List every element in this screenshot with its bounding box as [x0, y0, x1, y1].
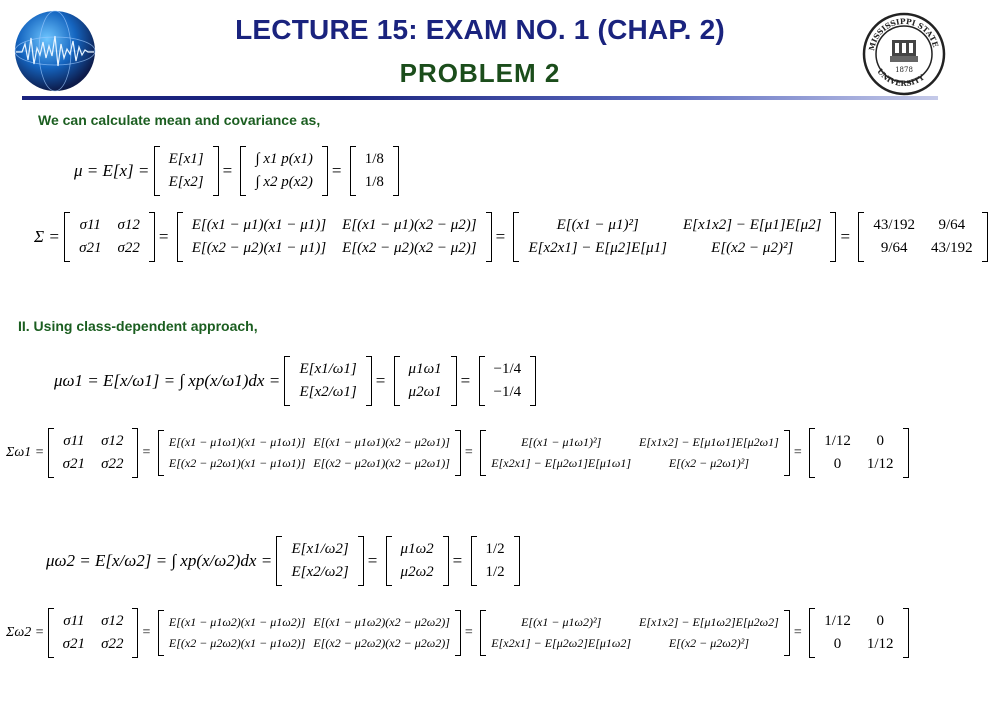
matrix-cell: E[x1x2] − E[μ1]E[μ2] [682, 217, 822, 233]
matrix-cell: E[(x1 − μ1)(x2 − μ2)] [342, 217, 477, 233]
matrix-cell: 1/12 [824, 433, 851, 449]
matrix-cell: 0 [833, 636, 842, 652]
matrix-cell: E[(x2 − μ2)²] [711, 240, 794, 256]
equation-mean-class2: μω2 = E[x/ω2] = ∫ xp(x/ω2)dx = E[x1/ω2] E[x2/ω2] = μ1ω2 μ2ω2 = 1/2 1/2 [46, 536, 520, 586]
svg-text:1878: 1878 [895, 66, 913, 74]
matrix-cell: 1/8 [364, 174, 384, 190]
matrix-cell: 1/12 [824, 613, 851, 629]
matrix-cell: 1/12 [866, 636, 894, 652]
matrix-cell: σ11 [63, 613, 85, 629]
matrix-cell: E[(x1 − μ1ω2)(x2 − μ2ω2)] [313, 615, 450, 629]
matrix-cell: E[x2/ω2] [291, 564, 349, 580]
equation-lhs: μω1 = E[x/ω1] = ∫ xp(x/ω1)dx = [54, 371, 281, 390]
matrix [809, 428, 908, 478]
matrix-cell: E[(x1 − μ1)²] [556, 217, 639, 233]
page-title: LECTURE 15: EXAM NO. 1 (CHAP. 2) [235, 14, 725, 45]
matrix-cell: E[(x2 − μ2ω1)(x2 − μ2ω1)] [313, 456, 450, 470]
matrix-cell: E[(x2 − μ2ω2)²] [668, 636, 750, 650]
matrix-cell: E[x2x1] − E[μ2ω2]E[μ1ω2] [491, 636, 632, 650]
matrix-cell: E[(x1 − μ1)(x1 − μ1)] [191, 217, 327, 233]
equation-lhs: Σω1 = [6, 445, 45, 460]
matrix-cell: E[(x1 − μ1ω2)²] [521, 615, 602, 629]
matrix-cell: σ21 [62, 456, 86, 472]
matrix [386, 536, 449, 586]
matrix-cell: E[x2/ω1] [299, 384, 357, 400]
matrix-cell: σ11 [79, 217, 101, 233]
matrix-cell: 1/12 [866, 456, 894, 472]
matrix [158, 430, 461, 476]
matrix-cell: σ12 [101, 433, 124, 449]
matrix-cell: E[(x1 − μ1ω1)(x1 − μ1ω1)] [168, 435, 306, 449]
matrix-cell: σ22 [117, 240, 140, 256]
matrix-cell: 9/64 [938, 217, 966, 233]
matrix [394, 356, 457, 406]
matrix-cell: E[x1x2] − E[μ1ω1]E[μ2ω1] [639, 435, 779, 449]
section-note: II. Using class-dependent approach, [18, 318, 258, 334]
matrix-cell: σ22 [101, 456, 124, 472]
matrix-cell: E[(x2 − μ2ω1)²] [668, 456, 750, 470]
svg-text:UNIVERSITY: UNIVERSITY [875, 66, 926, 89]
matrix-cell: 0 [833, 456, 842, 472]
matrix-cell: E[x1] [168, 151, 204, 167]
matrix-cell: μ2ω2 [400, 564, 434, 580]
matrix-cell: 1/8 [364, 151, 384, 167]
equation-mean-class1: μω1 = E[x/ω1] = ∫ xp(x/ω1)dx = E[x1/ω1] E[x2/ω1] = μ1ω1 μ2ω1 = −1/4 −1/4 [54, 356, 536, 406]
equation-lhs: μω2 = E[x/ω2] = ∫ xp(x/ω2)dx = [46, 551, 273, 570]
matrix-cell: E[x1x2] − E[μ1ω2]E[μ2ω2] [639, 615, 779, 629]
matrix-cell: E[(x2 − μ2)(x2 − μ2)] [342, 240, 477, 256]
matrix-cell: ∫ x1 p(x1) [255, 151, 313, 167]
matrix [809, 608, 908, 658]
matrix-cell: σ11 [63, 433, 85, 449]
matrix-cell: 43/192 [873, 217, 915, 233]
matrix-cell: 9/64 [880, 240, 908, 256]
matrix-cell: 0 [876, 613, 884, 629]
matrix-cell: μ1ω1 [408, 361, 442, 377]
matrix-cell: σ12 [117, 217, 140, 233]
matrix-cell: E[(x1 − μ1ω1)(x2 − μ2ω1)] [313, 435, 450, 449]
matrix-cell: E[x1/ω2] [291, 541, 349, 557]
matrix-cell: 0 [876, 433, 884, 449]
matrix-cell: ∫ x2 p(x2) [255, 174, 313, 190]
matrix [177, 212, 492, 262]
matrix-cell: E[(x2 − μ2)(x1 − μ1)] [191, 240, 327, 256]
equation-covariance: Σ = σ11 σ12 σ21 σ22 = E[(x1 − μ1)(x1 − μ1)] E[(x1 − μ1)(x2 − μ2)] E[(x2 − μ2)(x1 − μ1)] E[(x2 − μ2)(x2 − μ2)] = E[(x1 − μ1)²] E[x1x2] − E[μ1]E[μ2] E[x2x1] − E[μ2]E[μ1] E[(x2 − μ2)²] = 43/192 9/64 9/64 43/192 [34, 212, 988, 262]
matrix-cell: 1/2 [485, 564, 505, 580]
matrix [240, 146, 327, 196]
matrix [48, 608, 139, 658]
equation-mean: μ = E[x] = E[x1] E[x2] = ∫ x1 p(x1) ∫ x2 p(x2) = 1/8 1/8 [74, 146, 399, 196]
equation-lhs: μ = E[x] = [74, 161, 150, 180]
matrix-cell: E[(x2 − μ2ω2)(x2 − μ2ω2)] [313, 636, 450, 650]
matrix-cell: 1/2 [485, 541, 505, 557]
matrix-cell: E[(x2 − μ2ω1)(x1 − μ1ω1)] [168, 456, 306, 470]
matrix-cell: E[x2x1] − E[μ2]E[μ1] [528, 240, 667, 256]
matrix [64, 212, 155, 262]
matrix [350, 146, 399, 196]
equation-covariance-class2: Σω2 = σ11 σ12 σ21 σ22 = E[(x1 − μ1ω2)(x1 − μ1ω2)] E[(x1 − μ1ω2)(x2 − μ2ω2)] E[(x2 − μ2ω2)(x1 − μ1ω2)] E[(x2 − μ2ω2)(x2 − μ2ω2)] = E[(x1 − μ1ω2)²] E[x1x2] − E[μ1ω2]E[μ2ω2] E[x2x1] − E[μ2ω2]E[μ1ω2] E[(x2 − μ2ω2)²] = 1/12 0 0 1/12 [6, 608, 909, 658]
matrix-cell: 43/192 [931, 240, 973, 256]
equation-covariance-class1: Σω1 = σ11 σ12 σ21 σ22 = E[(x1 − μ1ω1)(x1 − μ1ω1)] E[(x1 − μ1ω1)(x2 − μ2ω1)] E[(x2 − μ2ω1)(x1 − μ1ω1)] E[(x2 − μ2ω1)(x2 − μ2ω1)] = E[(x1 − μ1ω1)²] E[x1x2] − E[μ1ω1]E[μ2ω1] E[x2x1] − E[μ2ω1]E[μ1ω1] E[(x2 − μ2ω1)²] = 1/12 0 0 1/12 [6, 428, 909, 478]
matrix [158, 610, 461, 656]
equation-lhs: Σ = [34, 227, 60, 246]
equation-lhs: Σω2 = [6, 625, 45, 640]
matrix-cell: E[(x2 − μ2ω2)(x1 − μ1ω2)] [168, 636, 306, 650]
intro-note: We can calculate mean and covariance as, [38, 112, 321, 128]
matrix-cell: σ21 [79, 240, 102, 256]
matrix [154, 146, 219, 196]
matrix-cell: E[(x1 − μ1ω2)(x1 − μ1ω2)] [168, 615, 306, 629]
matrix-cell: σ12 [101, 613, 124, 629]
matrix-cell: σ22 [101, 636, 124, 652]
matrix [480, 430, 790, 476]
matrix [858, 212, 987, 262]
matrix-cell: μ2ω1 [408, 384, 442, 400]
matrix [48, 428, 139, 478]
page-subtitle: PROBLEM 2 [399, 58, 561, 88]
matrix-cell: σ21 [62, 636, 86, 652]
svg-text:MISSISSIPPI STATE: MISSISSIPPI STATE [867, 16, 941, 52]
matrix-cell: E[x1/ω1] [299, 361, 357, 377]
matrix [284, 356, 371, 406]
matrix [479, 356, 537, 406]
header-divider [22, 96, 938, 100]
matrix-cell: E[x2] [168, 174, 204, 190]
matrix-cell: −1/4 [493, 361, 522, 377]
matrix [480, 610, 790, 656]
matrix-cell: μ1ω2 [400, 541, 434, 557]
matrix-cell: E[x2x1] − E[μ2ω1]E[μ1ω1] [491, 456, 632, 470]
matrix [471, 536, 520, 586]
matrix [276, 536, 363, 586]
matrix-cell: −1/4 [493, 384, 522, 400]
matrix [513, 212, 836, 262]
matrix-cell: E[(x1 − μ1ω1)²] [521, 435, 602, 449]
